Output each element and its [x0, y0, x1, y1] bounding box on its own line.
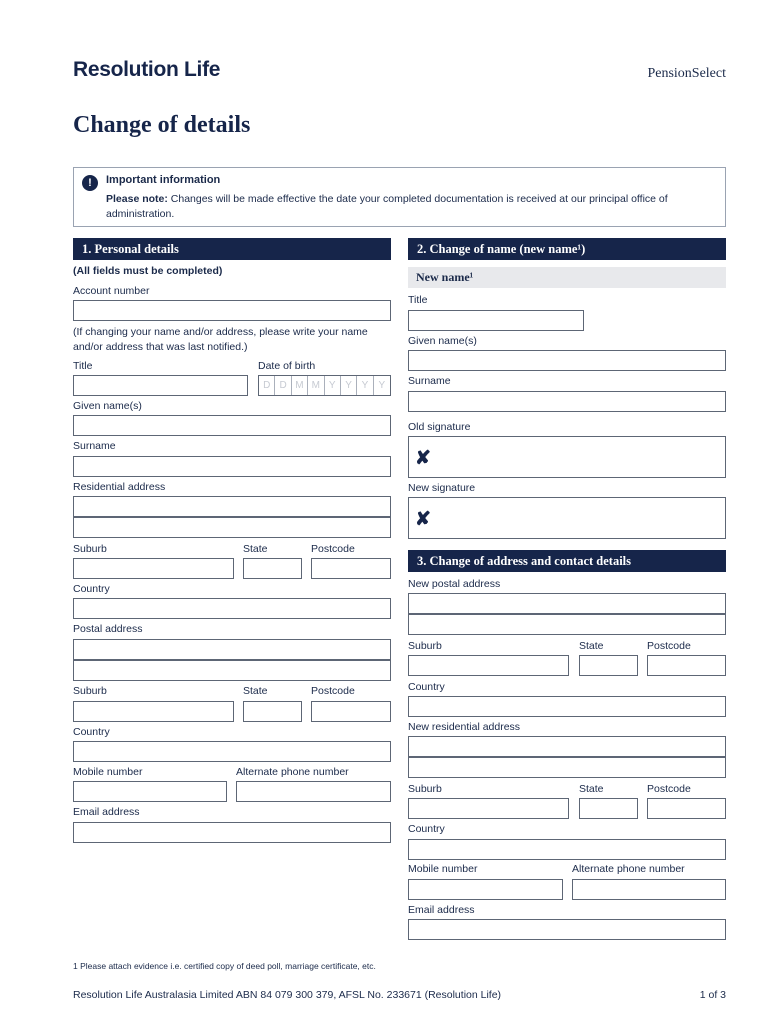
s3-res-suburb-field[interactable] — [408, 798, 569, 819]
s3-mobile-label: Mobile number — [408, 863, 478, 875]
residential-address-line2[interactable] — [73, 517, 391, 538]
s3-suburb-field[interactable] — [408, 655, 569, 676]
section1-header: 1. Personal details — [73, 238, 391, 260]
sign-here-icon: ✘ — [415, 509, 431, 530]
exclamation-icon: ! — [82, 175, 98, 191]
email-label: Email address — [73, 806, 140, 818]
new-postal-line2[interactable] — [408, 614, 726, 635]
page-title: Change of details — [73, 112, 251, 138]
date-of-birth-field[interactable] — [258, 375, 391, 396]
s3-email-label: Email address — [408, 904, 475, 916]
new-postal-line1[interactable] — [408, 593, 726, 614]
state-label: State — [243, 543, 268, 555]
footnote: 1 Please attach evidence i.e. certified copy of deed poll, marriage certificate, etc. — [73, 961, 376, 971]
residential-address-line1[interactable] — [73, 496, 391, 517]
s3-res-postcode-label: Postcode — [647, 783, 691, 795]
s3-state-field[interactable] — [579, 655, 638, 676]
postal-address-label: Postal address — [73, 623, 143, 635]
old-signature-label: Old signature — [408, 421, 471, 433]
s3-country-label: Country — [408, 681, 445, 693]
suburb-label: Suburb — [73, 543, 107, 555]
s3-res-country-label: Country — [408, 823, 445, 835]
given-names-label: Given name(s) — [73, 400, 142, 412]
dob-digit-box[interactable]: Y — [378, 380, 386, 391]
s3-postcode-label: Postcode — [647, 640, 691, 652]
mobile-label: Mobile number — [73, 766, 143, 778]
account-number-label: Account number — [73, 285, 150, 297]
country-field[interactable] — [73, 598, 391, 619]
account-number-field[interactable] — [73, 300, 391, 321]
s3-suburb-label: Suburb — [408, 640, 442, 652]
new-given-names-field[interactable] — [408, 350, 726, 371]
dob-digit-box[interactable]: Y — [341, 376, 357, 395]
state-field[interactable] — [243, 558, 302, 579]
given-names-field[interactable] — [73, 415, 391, 436]
if-changing-note: (If changing your name and/or address, please write your name and/or address that was last notified.) — [73, 326, 368, 353]
info-heading: Important information — [106, 174, 221, 186]
s3-state-label: State — [579, 640, 604, 652]
email-field[interactable] — [73, 822, 391, 843]
dob-digit-box[interactable]: D — [275, 376, 291, 395]
postal-country-field[interactable] — [73, 741, 391, 762]
title-label: Title — [73, 360, 93, 372]
s3-mobile-field[interactable] — [408, 879, 563, 900]
dob-digit-box[interactable]: D — [259, 376, 275, 395]
dob-digit-box[interactable]: Y — [357, 376, 373, 395]
postal-postcode-label: Postcode — [311, 685, 355, 697]
title-field[interactable] — [73, 375, 248, 396]
section3-header: 3. Change of address and contact details — [408, 550, 726, 572]
postal-country-label: Country — [73, 726, 110, 738]
postcode-field[interactable] — [311, 558, 391, 579]
dob-digit-box[interactable]: M — [292, 376, 308, 395]
new-name-subhead: New name¹ — [408, 267, 726, 288]
footer-company: Resolution Life Australasia Limited ABN 84 079 300 379, AFSL No. 233671 (Resolution Life) — [73, 989, 502, 1001]
postal-address-line1[interactable] — [73, 639, 391, 660]
note-text: Changes will be made effective the date your completed documentation is received at our principal office of administration. — [106, 193, 668, 220]
new-surname-field[interactable] — [408, 391, 726, 412]
new-signature-label: New signature — [408, 482, 476, 494]
all-fields-note: (All fields must be completed) — [73, 265, 223, 277]
postal-suburb-label: Suburb — [73, 685, 107, 697]
important-info-box — [73, 167, 726, 227]
alt-phone-label: Alternate phone number — [236, 766, 349, 778]
s3-res-country-field[interactable] — [408, 839, 726, 860]
s3-res-postcode-field[interactable] — [647, 798, 726, 819]
new-surname-label: Surname — [408, 375, 451, 387]
new-residential-line2[interactable] — [408, 757, 726, 778]
s3-postcode-field[interactable] — [647, 655, 726, 676]
surname-label: Surname — [73, 440, 116, 452]
page-number: 1 of 3 — [699, 989, 726, 1001]
s3-email-field[interactable] — [408, 919, 726, 940]
s3-res-state-label: State — [579, 783, 604, 795]
dob-digit-box[interactable]: M — [308, 376, 324, 395]
sign-here-icon: ✘ — [415, 448, 431, 469]
s3-res-suburb-label: Suburb — [408, 783, 442, 795]
alt-phone-field[interactable] — [236, 781, 391, 802]
old-signature-field[interactable] — [408, 436, 726, 478]
s3-alt-phone-label: Alternate phone number — [572, 863, 685, 875]
country-label: Country — [73, 583, 110, 595]
section2-header: 2. Change of name (new name¹) — [408, 238, 726, 260]
postal-postcode-field[interactable] — [311, 701, 391, 722]
new-residential-label: New residential address — [408, 721, 521, 733]
info-text — [106, 192, 718, 222]
dob-label: Date of birth — [258, 360, 316, 372]
s3-res-state-field[interactable] — [579, 798, 638, 819]
mobile-field[interactable] — [73, 781, 227, 802]
new-given-names-label: Given name(s) — [408, 335, 477, 347]
new-title-label: Title — [408, 294, 428, 306]
residential-address-label: Residential address — [73, 481, 166, 493]
new-signature-field[interactable] — [408, 497, 726, 539]
new-postal-label: New postal address — [408, 578, 501, 590]
new-residential-line1[interactable] — [408, 736, 726, 757]
suburb-field[interactable] — [73, 558, 234, 579]
postal-address-line2[interactable] — [73, 660, 391, 681]
dob-digit-box[interactable]: Y — [325, 376, 341, 395]
postal-state-label: State — [243, 685, 268, 697]
product-name: PensionSelect — [647, 66, 726, 81]
postal-state-field[interactable] — [243, 701, 302, 722]
new-title-field[interactable] — [408, 310, 584, 331]
note-label: Please note: — [106, 193, 168, 205]
s3-alt-phone-field[interactable] — [572, 879, 726, 900]
postcode-label: Postcode — [311, 543, 355, 555]
logo: Resolution Life — [73, 58, 221, 81]
postal-suburb-field[interactable] — [73, 701, 234, 722]
surname-field[interactable] — [73, 456, 391, 477]
s3-country-field[interactable] — [408, 696, 726, 717]
